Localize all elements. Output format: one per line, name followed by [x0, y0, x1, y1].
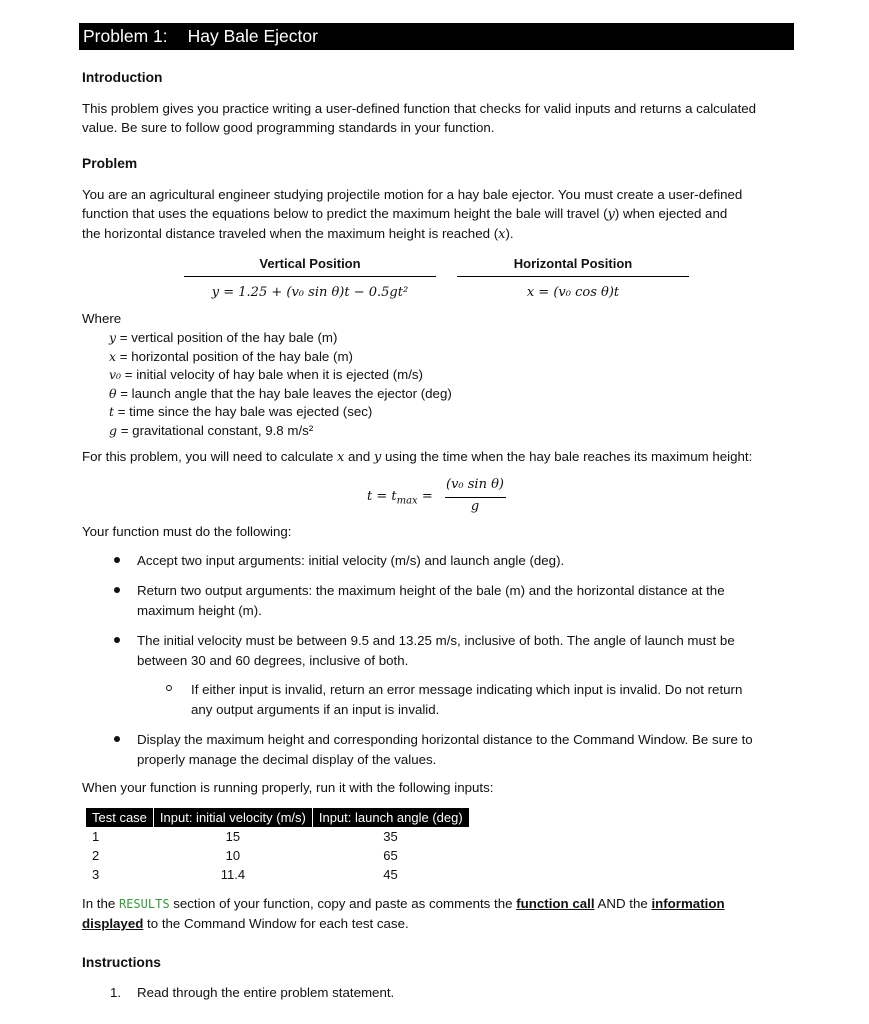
test-case-number: 3	[92, 867, 100, 882]
requirement-1: Accept two input arguments: initial velocity (m/s) and launch angle (deg).	[137, 553, 565, 568]
instruction-item-number: 1.	[110, 985, 122, 1000]
sub-bullet-icon	[166, 685, 172, 691]
table-row	[86, 865, 469, 884]
problem-name: Hay Bale Ejector	[187, 26, 318, 46]
tests-intro: When your function is running properly, run it with the following inputs:	[82, 780, 494, 795]
introduction-line-2: value. Be sure to follow good programming standards in your function.	[82, 120, 495, 135]
launch-angle-value: 45	[383, 867, 398, 882]
requirement-3: The initial velocity must be between 9.5 and 13.25 m/s, inclusive of both. The angle of launch must be between 30 and 60 degrees, inclusive of both.	[137, 633, 735, 668]
bullet-icon	[114, 587, 120, 593]
bullet-icon	[114, 637, 120, 643]
where-label: Where	[82, 311, 122, 326]
initial-velocity-value: 15	[225, 829, 241, 844]
problem-title-bar	[79, 23, 794, 50]
definition-item: g = gravitational constant, 9.8 m/s²	[109, 422, 314, 438]
initial-velocity-value: 11.4	[220, 867, 246, 882]
vertical-position-heading: Vertical Position	[259, 256, 361, 271]
requirement-3-sub: If either input is invalid, return an error message indicating which input is invalid. Do not return any output arguments if an input is invalid.	[191, 682, 743, 717]
vertical-heading-rule	[184, 276, 436, 277]
table-row	[86, 827, 469, 846]
bullet-icon	[114, 557, 120, 563]
tmax-lhs: $t = t_{max}$ =	[367, 489, 433, 507]
results-instructions: In the RESULTS section of your function, copy and paste as comments the function call AND the information displayed to the Command Window for each test case.	[82, 896, 725, 931]
launch-angle-value: 65	[383, 848, 398, 863]
table-row	[86, 846, 469, 865]
horizontal-position-heading: Horizontal Position	[513, 256, 633, 271]
instructions-heading: Instructions	[82, 955, 161, 970]
problem-line-1: You are an agricultural engineer studying projectile motion for a hay bale ejector. You must create a user-defined	[82, 187, 743, 202]
column-header-initial-velocity: Input: initial velocity (m/s)	[153, 808, 312, 827]
requirements-intro: Your function must do the following:	[82, 524, 292, 539]
fraction-bar	[445, 497, 506, 498]
horizontal-position-equation: x = (v₀ cos θ)t	[526, 285, 620, 300]
initial-velocity-value: 10	[225, 848, 241, 863]
definition-item: y = vertical position of the hay bale (m)	[109, 330, 338, 345]
problem-line-3: the horizontal distance traveled when the maximum height is reached (x).	[82, 226, 514, 242]
variable-definitions	[109, 329, 452, 440]
tmax-intro: For this problem, you will need to calculate x and y using the time when the hay bale reaches its maximum height:	[82, 449, 753, 465]
test-case-number: 2	[92, 848, 100, 863]
problem-line-2: function that uses the equations below to predict the maximum height the bale will travel (y) when ejected and	[82, 206, 728, 222]
problem-text	[82, 185, 794, 244]
definition-item: v₀ = initial velocity of hay bale when it is ejected (m/s)	[109, 367, 423, 382]
instruction-item-1: Read through the entire problem statement.	[137, 985, 395, 1000]
test-case-table	[86, 808, 469, 884]
bullet-icon	[114, 736, 120, 742]
vertical-position-equation: y = 1.25 + (v₀ sin θ)t − 0.5gt²	[211, 285, 409, 300]
tmax-numerator: (v₀ sin θ)	[446, 477, 504, 492]
tmax-denominator: g	[470, 499, 480, 514]
requirement-2: Return two output arguments: the maximum height of the bale (m) and the horizontal distance at the maximum height (m).	[137, 583, 725, 618]
launch-angle-value: 35	[383, 829, 398, 844]
introduction-heading: Introduction	[82, 70, 163, 85]
column-header-test-case: Test case	[86, 808, 153, 827]
definition-item: x = horizontal position of the hay bale (m)	[109, 348, 353, 364]
horizontal-heading-rule	[457, 276, 689, 277]
introduction-text	[82, 99, 794, 137]
introduction-line-1: This problem gives you practice writing a user-defined function that checks for valid inputs and returns a calculated	[82, 101, 757, 116]
test-case-number: 1	[92, 829, 100, 844]
column-header-launch-angle: Input: launch angle (deg)	[312, 808, 468, 827]
definition-item: t = time since the hay bale was ejected (sec)	[109, 404, 373, 419]
definition-item: θ = launch angle that the hay bale leaves the ejector (deg)	[109, 385, 452, 401]
requirement-4: Display the maximum height and corresponding horizontal distance to the Command Window. Be sure to properly manage the decimal display of the values.	[137, 732, 753, 767]
problem-heading: Problem	[82, 156, 138, 171]
problem-label: Problem 1:	[83, 26, 168, 46]
